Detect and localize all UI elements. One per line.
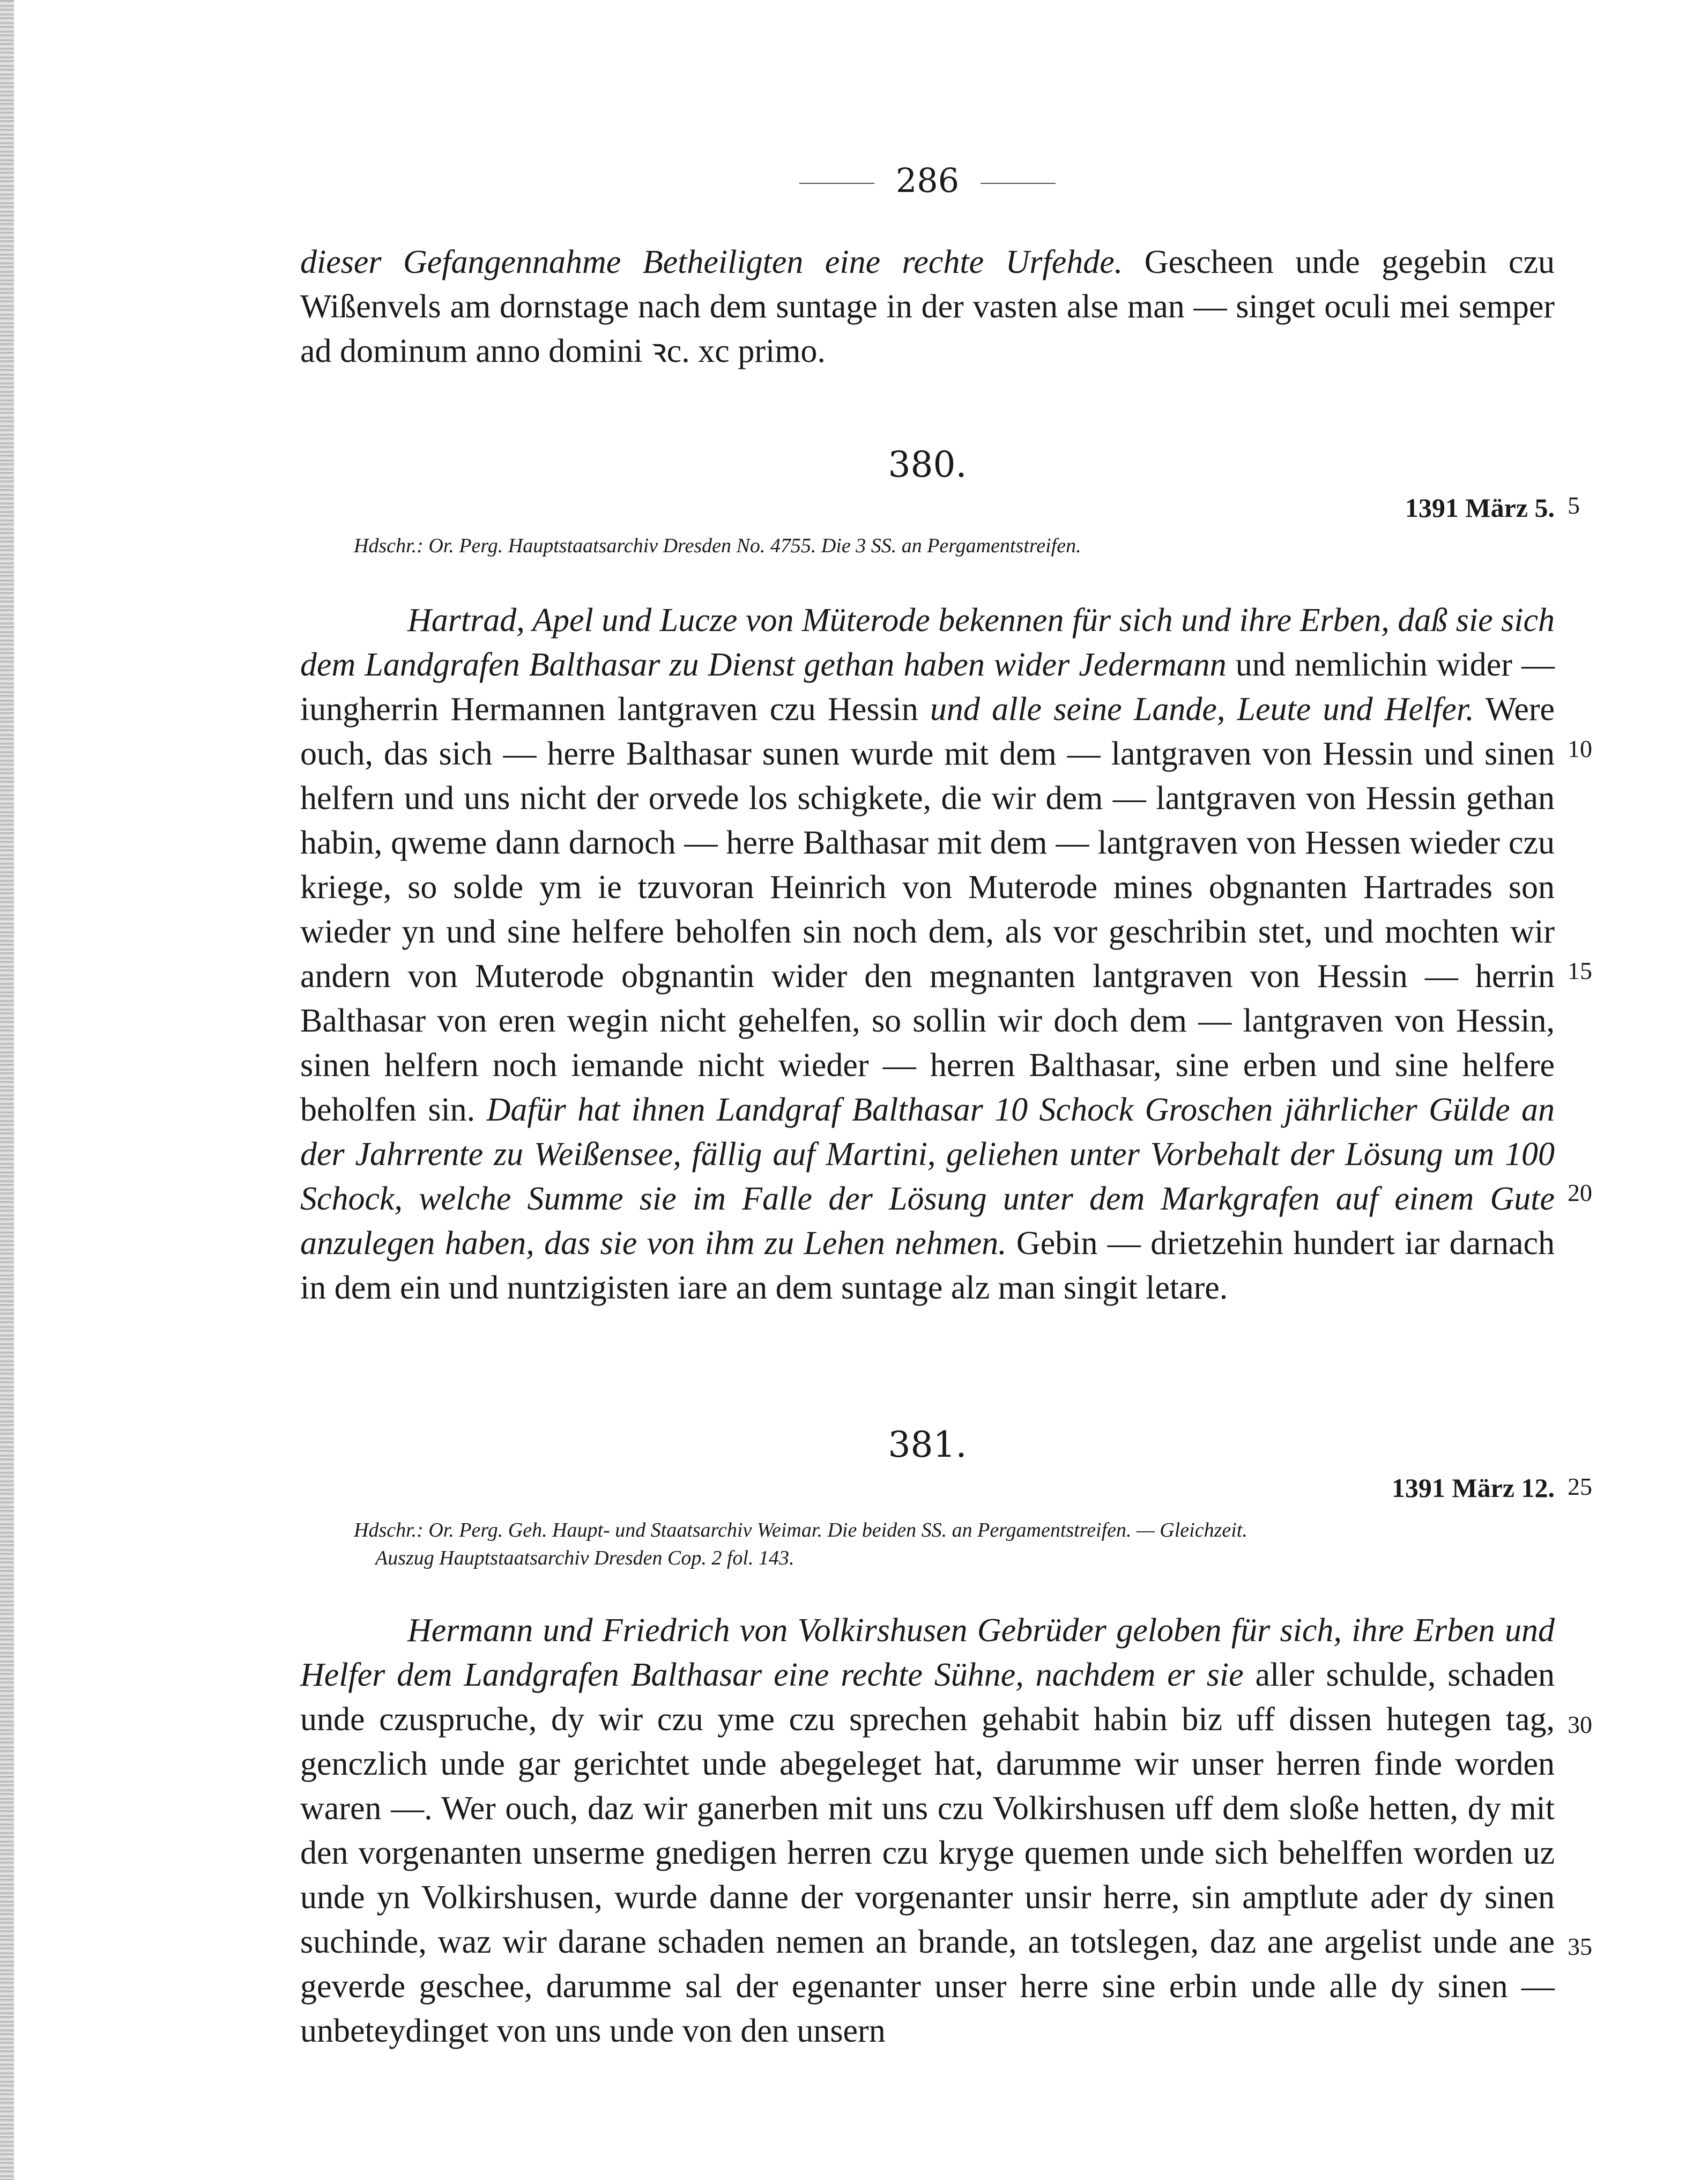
margin-line-number: 30 [1568, 1711, 1592, 1738]
document-381-body [300, 1608, 1555, 2053]
document-body-paragraph [300, 598, 1555, 1310]
page-number: 286 [895, 161, 960, 200]
source-note-line-2: Auszug Hauptstaatsarchiv Dresden Cop. 2 fol. 143. [375, 1547, 794, 1569]
document-381-date-row [300, 1472, 1555, 1503]
document-body-paragraph [300, 1608, 1555, 2053]
document-380-body [300, 598, 1555, 1310]
document-date: 1391 März 12. [1391, 1473, 1555, 1503]
source-note: Hdschr.: Or. Perg. Hauptstaatsarchiv Dresden No. 4755. Die 3 SS. an Pergamentstreifen. [354, 535, 1081, 557]
document-date: 1391 März 5. [1405, 493, 1555, 523]
body-segment: aller schulde, schaden unde czuspruche, dy wir czu yme czu sprechen gehabit habin biz uff dissen hutegen tag, genczlich unde gar gerichtet unde abegeleget hat, darumme wir unser herren finde worden waren —. Wer ouch, daz wir ganerben mit uns czu Volkirshusen uff dem sloße hetten, dy mit den vorgenanten unserme gnedigen herren czu kryge quemen unde sich behelffen worden uz unde yn Volkirshusen, wurde danne der vorgenanter unsir herre, sin amptlute ader dy sinen suchinde, waz wir darane schaden nemen an brande, an totslegen, daz ane argelist unde ane geverde geschee, darumme sal der egenanter unser herre sine erbin unde alle dy sinen — unbeteydinget von uns unde von den unsern [300, 1657, 1555, 2049]
body-segment: Were ouch, das sich — herre Balthasar sunen wurde mit dem — lantgraven von Hessin und sinen helfern und uns nicht der orvede los schigkete, die wir dem — lantgraven von Hessin gethan habin, qweme dann darnoch — herre Balthasar mit dem — lantgraven von Hessen wieder czu kriege, so solde ym ie tzuvoran Heinrich von Muterode mines obgnanten Hartrades son wieder yn und sine helfere beholfen sin noch dem, als vor geschribin stet, und mochten wir andern von Muterode obgnantin wider den megnanten lantgraven von Hessin — herrin Balthasar von eren wegin nicht gehelfen, so sollin wir doch dem — lantgraven von Hessin, sinen helfern noch iemande nicht wieder — herren Balthasar, sine erben und sine helfere beholfen sin. [300, 691, 1555, 1128]
margin-line-number: 20 [1568, 1179, 1592, 1206]
document-number: 381. [888, 1424, 967, 1465]
body-segment: Hermann und Friedrich von Volkirshusen Gebrüder geloben für sich, ihre Erben und Helfer dem Landgrafen Balthasar eine rechte Sühne, nachdem er sie [300, 1612, 1555, 1693]
carryover-paragraph [300, 240, 1555, 374]
body-segment: und alle seine Lande, Leute und Helfer. [930, 691, 1474, 728]
document-number: 380. [888, 444, 967, 485]
margin-line-number: 15 [1568, 957, 1592, 984]
carryover-text: Gescheen unde gegebin czu Wißenvels am dornstage nach dem suntage in der vasten alse man — singet oculi mei semper ad dominum anno domini ꝛc. xc primo. [300, 244, 1555, 369]
running-head [300, 161, 1555, 200]
body-segment: Gebin — drietzehin hundert iar darnach in dem ein und nuntzigisten iare an dem suntage alz man singit letare. [300, 1225, 1555, 1306]
head-rule-left [799, 183, 874, 184]
document-380-source-row [300, 532, 1555, 560]
body-segment: und nemlichin wider — iungherrin Hermannen lantgraven czu Hessin [300, 647, 1555, 728]
document-381 [300, 1424, 1555, 1465]
document-380 [300, 444, 1555, 485]
source-note-line-1: Hdschr.: Or. Perg. Geh. Haupt- und Staatsarchiv Weimar. Die beiden SS. an Pergamentstreifen. — Gleichzeit. [354, 1519, 1247, 1541]
carryover-block [300, 240, 1555, 374]
margin-line-number: 10 [1568, 735, 1592, 762]
document-380-date-row [300, 492, 1555, 523]
head-rule-right [981, 183, 1056, 184]
body-segment: Dafür hat ihnen Landgraf Balthasar 10 Schock Groschen jährlicher Gülde an der Jahrrente zu Weißensee, fällig auf Martini, geliehen unter Vorbehalt der Lösung um 100 Schock, welche Summe sie im Falle der Lösung unter dem Markgrafen auf einem Gute anzulegen haben, das sie von ihm zu Lehen nehmen. [300, 1092, 1555, 1262]
document-381-source-row [300, 1516, 1555, 1572]
body-segment: Hartrad, Apel und Lucze von Müterode bekennen für sich und ihre Erben, daß sie sich dem Landgrafen Balthasar zu Dienst gethan haben wider Jedermann [300, 602, 1555, 683]
carryover-italic: dieser Gefangennahme Betheiligten eine rechte Urfehde. [300, 244, 1123, 280]
margin-line-number: 25 [1568, 1473, 1592, 1500]
scan-edge [0, 0, 14, 2180]
margin-line-number: 5 [1568, 492, 1580, 519]
margin-line-number: 35 [1568, 1933, 1592, 1960]
